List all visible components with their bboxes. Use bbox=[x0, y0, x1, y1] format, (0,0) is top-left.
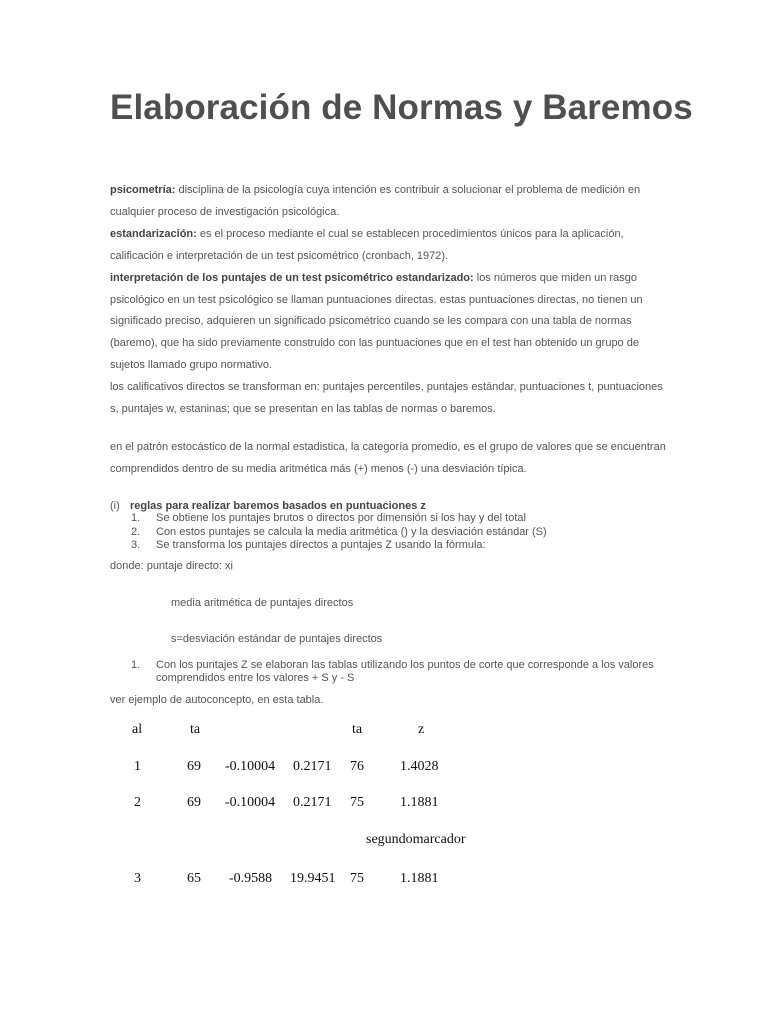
paragraph-calificativos: los calificativos directos se transforman en: puntajes percentiles, puntajes estándar, puntuaciones t, puntuaciones s, puntajes w, estaninas; que se presentan en las tablas de normas o baremos. bbox=[110, 381, 663, 416]
table-cell: 65 bbox=[187, 871, 201, 886]
media-line: media aritmética de puntajes directos bbox=[171, 597, 354, 609]
table-cell: 1.1881 bbox=[400, 795, 439, 810]
table-cell: 69 bbox=[187, 795, 201, 810]
table-cell: 19.9451 bbox=[290, 871, 336, 886]
table-cell: 69 bbox=[187, 759, 201, 774]
cut-points-list bbox=[110, 659, 670, 684]
sd-line: s=desviación estándar de puntajes directos bbox=[171, 633, 383, 645]
definition-interpretacion bbox=[110, 268, 670, 378]
list-number: 3. bbox=[131, 539, 141, 551]
table-cell: -0.9588 bbox=[229, 871, 273, 886]
table-header: al bbox=[132, 722, 143, 737]
definition-text: disciplina de la psicología cuya intención es contribuir a solucionar el problema de medición en cualquier proceso de investigación psicológica. bbox=[110, 184, 641, 218]
list-item bbox=[110, 659, 670, 684]
document-title: Elaboración de Normas y Baremos bbox=[110, 88, 693, 127]
definitions-block bbox=[110, 180, 670, 421]
list-number: 1. bbox=[131, 659, 141, 671]
table-cell: 75 bbox=[350, 795, 364, 810]
definition-psicometria bbox=[110, 180, 670, 224]
paragraph-patron-block bbox=[110, 437, 670, 481]
table-cell: 1.4028 bbox=[400, 759, 439, 774]
donde-line: donde: puntaje directo: xi bbox=[110, 560, 233, 572]
table-cell: 76 bbox=[350, 759, 364, 774]
table-cell: 1 bbox=[134, 759, 141, 774]
rules-numeral: (i) bbox=[110, 500, 120, 512]
table-marker: segundomarcador bbox=[366, 832, 466, 847]
paragraph-patron: en el patrón estocástico de la normal estadistica, la categoría promedio, es el grupo de valores que se encuentran comprendidos dentro de su media aritmética más (+) menos (-) una desviación típica. bbox=[110, 441, 666, 475]
rules-heading-text: reglas para realizar baremos basados en puntuaciones z bbox=[130, 500, 426, 512]
table-cell: 1.1881 bbox=[400, 871, 439, 886]
definition-term: estandarización: bbox=[110, 227, 197, 240]
table-cell: 0.2171 bbox=[293, 795, 332, 810]
definition-estandarizacion bbox=[110, 224, 670, 268]
definition-text: los números que miden un rasgo psicológico en un test psicológico se llaman puntuaciones directas. estas puntuaciones directas, no tienen un significado preciso, adquieren un significado psicométrico cuando se les compara con una tabla de normas (baremo), que ha sido previamente construido con las puntuaciones que en el test han obtenido un grupo de sujetos llamado grupo normativo. bbox=[110, 271, 643, 372]
rules-list bbox=[110, 512, 547, 553]
table-cell: 3 bbox=[134, 871, 141, 886]
list-text: Se transforma los puntajes directos a puntajes Z usando la fórmula: bbox=[156, 539, 486, 551]
list-item bbox=[110, 539, 547, 553]
definition-term: interpretación de los puntajes de un test psicométrico estandarizado: bbox=[110, 271, 474, 284]
list-text: Con los puntajes Z se elaboran las tablas utilizando los puntos de corte que corresponde a los valores comprendidos entre los valores + S y - S bbox=[156, 659, 654, 684]
list-item bbox=[110, 512, 547, 526]
list-text: Con estos puntajes se calcula la media aritmética () y la desviación estándar (S) bbox=[156, 525, 547, 538]
list-text: Se obtiene los puntajes brutos o directos por dimensión si los hay y del total bbox=[156, 512, 526, 524]
definition-text: es el proceso mediante el cual se establecen procedimientos únicos para la aplicación, calificación e interpretación de un test psicométrico (cronbach, 1972). bbox=[110, 227, 624, 262]
list-number: 2. bbox=[131, 525, 141, 538]
table-header: ta bbox=[190, 722, 201, 737]
table-header: z bbox=[418, 722, 425, 737]
table-cell: -0.10004 bbox=[225, 759, 276, 774]
table-cell: 2 bbox=[134, 795, 141, 810]
list-item bbox=[110, 526, 547, 540]
list-number: 1. bbox=[131, 512, 141, 524]
rules-heading bbox=[110, 499, 426, 513]
table-header: ta bbox=[352, 722, 363, 737]
ver-ejemplo-line: ver ejemplo de autoconcepto, en esta tabla. bbox=[110, 694, 324, 706]
definition-term: psicometría: bbox=[110, 184, 176, 196]
table-cell: -0.10004 bbox=[225, 795, 276, 810]
table-cell: 0.2171 bbox=[293, 759, 332, 774]
table-cell: 75 bbox=[350, 871, 364, 886]
